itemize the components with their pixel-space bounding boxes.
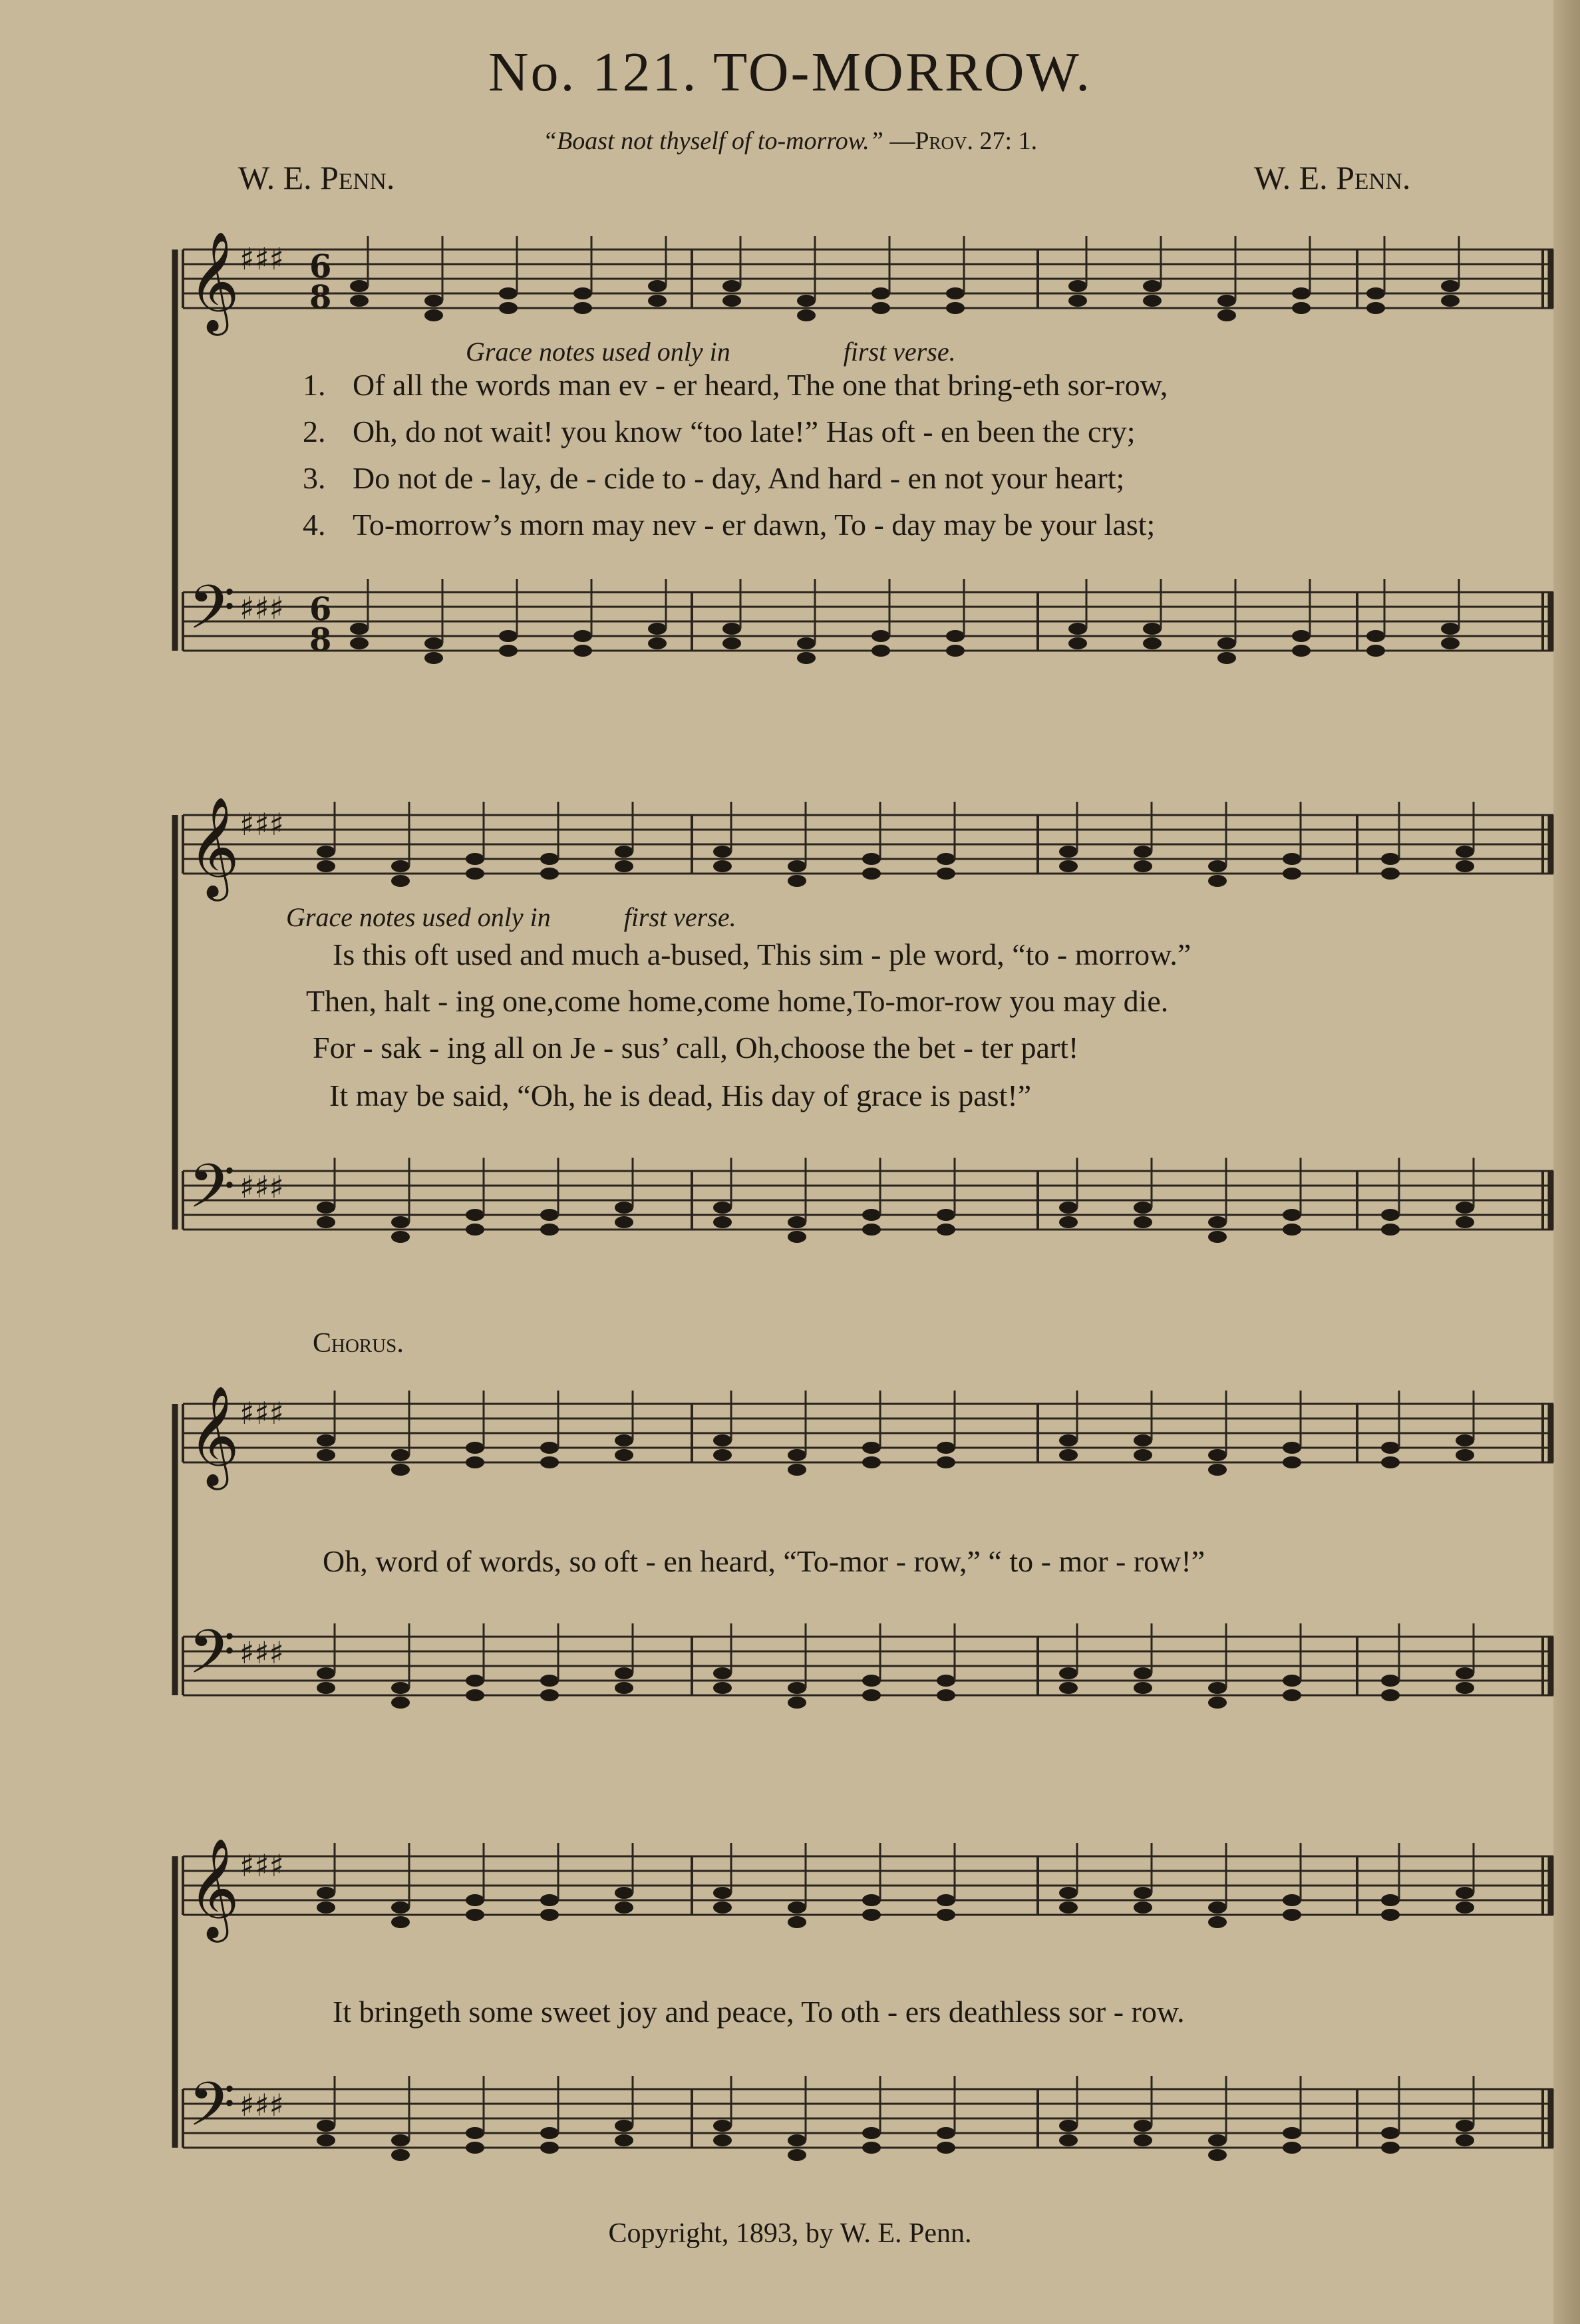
note-head — [722, 637, 741, 649]
time-signature-bottom: 8 — [309, 621, 332, 659]
key-signature-sharps-icon: ♯♯♯ — [239, 806, 284, 842]
note-head — [615, 1902, 633, 1913]
treble-clef-icon: 𝄞 — [188, 1385, 239, 1486]
note-head — [391, 2149, 410, 2161]
note-head — [317, 1887, 335, 1899]
note-head — [713, 1434, 732, 1446]
note-head — [648, 295, 667, 307]
note-head — [788, 1682, 806, 1694]
note-head — [1059, 1449, 1078, 1461]
note-head — [424, 652, 443, 664]
key-signature-sharps-icon: ♯♯♯ — [239, 590, 284, 626]
note-head — [1381, 1894, 1400, 1906]
bass-clef-icon: 𝄢 — [188, 572, 236, 657]
note-head — [871, 302, 890, 314]
note-head — [946, 302, 965, 314]
note-head — [946, 645, 965, 657]
note-head — [713, 1216, 732, 1228]
note-head — [1059, 2134, 1078, 2146]
treble-staff — [183, 796, 1553, 902]
note-head — [1366, 630, 1385, 642]
treble-staff — [183, 1837, 1553, 1943]
note-head — [1208, 1216, 1227, 1228]
note-head — [862, 1456, 881, 1468]
chorus-line-2: It bringeth some sweet joy and peace, To oth - ers deathless sor - row. — [333, 1995, 1185, 2029]
note-head — [540, 853, 559, 865]
note-head — [1143, 637, 1162, 649]
note-head — [1134, 1902, 1152, 1913]
note-head — [615, 2120, 633, 2132]
verse-2-line-2: Then, halt - ing one,come home,come home,To-mor-row you may die. — [306, 984, 1169, 1018]
note-head — [946, 287, 965, 299]
verse-4-line-2: It may be said, “Oh, he is dead, His day of grace is past!” — [329, 1079, 1032, 1112]
note-head — [713, 1887, 732, 1899]
note-head — [1381, 1224, 1400, 1236]
note-head — [1292, 630, 1311, 642]
note-head — [713, 2134, 732, 2146]
note-head — [862, 1909, 881, 1921]
note-head — [615, 1434, 633, 1446]
note-head — [1283, 1689, 1301, 1701]
note-head — [1059, 1434, 1078, 1446]
note-head — [1381, 1209, 1400, 1221]
note-head — [615, 1682, 633, 1694]
note-head — [788, 1697, 806, 1709]
note-head — [1283, 1442, 1301, 1454]
note-head — [1381, 2142, 1400, 2154]
chorus-line-1: Oh, word of words, so oft - en heard, “To-mor - row,” “ to - mor - row!” — [323, 1544, 1205, 1578]
note-head — [871, 645, 890, 657]
note-head — [573, 645, 592, 657]
note-head — [862, 868, 881, 880]
note-head — [1208, 1697, 1227, 1709]
note-head — [317, 2120, 335, 2132]
note-head — [788, 1916, 806, 1928]
epigraph-reference: —Prov. 27: 1. — [889, 127, 1038, 155]
note-head — [937, 2142, 955, 2154]
treble-staff — [183, 230, 1553, 336]
note-head — [937, 1675, 955, 1687]
note-head — [391, 1216, 410, 1228]
note-head — [350, 623, 369, 635]
note-head — [797, 295, 816, 307]
note-head — [946, 630, 965, 642]
note-head — [317, 846, 335, 858]
note-head — [391, 2134, 410, 2146]
key-signature-sharps-icon: ♯♯♯ — [239, 1848, 284, 1884]
note-head — [862, 1894, 881, 1906]
note-head — [317, 1202, 335, 1214]
note-head — [540, 2142, 559, 2154]
note-head — [391, 1697, 410, 1709]
bass-staff — [183, 1151, 1553, 1243]
note-head — [788, 2149, 806, 2161]
note-head — [1441, 637, 1460, 649]
note-head — [1456, 1667, 1474, 1679]
note-head — [1381, 868, 1400, 880]
note-head — [788, 1449, 806, 1461]
note-head — [648, 280, 667, 292]
note-head — [1456, 860, 1474, 872]
note-head — [862, 1689, 881, 1701]
note-head — [713, 1682, 732, 1694]
note-head — [937, 1209, 955, 1221]
note-head — [391, 1916, 410, 1928]
note-head — [788, 875, 806, 887]
note-head — [1283, 2127, 1301, 2139]
note-head — [466, 1689, 484, 1701]
note-head — [466, 853, 484, 865]
note-head — [713, 2120, 732, 2132]
note-head — [1134, 846, 1152, 858]
note-head — [937, 868, 955, 880]
bass-staff — [183, 1617, 1553, 1709]
note-head — [540, 2127, 559, 2139]
note-head — [648, 637, 667, 649]
note-head — [862, 1224, 881, 1236]
verse-2-line-1: Oh, do not wait! you know “too late!” Has oft - en been the cry; — [353, 415, 1136, 448]
note-head — [1059, 1667, 1078, 1679]
note-head — [615, 860, 633, 872]
note-head — [871, 630, 890, 642]
note-head — [862, 1675, 881, 1687]
note-head — [1456, 2134, 1474, 2146]
note-head — [1381, 1675, 1400, 1687]
note-head — [317, 860, 335, 872]
note-head — [540, 1894, 559, 1906]
note-head — [797, 309, 816, 321]
note-head — [1381, 1689, 1400, 1701]
note-head — [540, 1689, 559, 1701]
note-head — [1068, 623, 1087, 635]
note-head — [862, 2127, 881, 2139]
note-head — [1217, 637, 1236, 649]
note-head — [1068, 295, 1087, 307]
note-head — [1381, 853, 1400, 865]
note-head — [615, 1449, 633, 1461]
note-head — [1134, 1682, 1152, 1694]
note-head — [1381, 1442, 1400, 1454]
note-head — [350, 637, 369, 649]
note-head — [317, 1902, 335, 1913]
note-head — [391, 1464, 410, 1476]
note-head — [1292, 645, 1311, 657]
note-head — [615, 2134, 633, 2146]
note-head — [1208, 1902, 1227, 1913]
key-signature-sharps-icon: ♯♯♯ — [239, 241, 284, 277]
note-head — [391, 860, 410, 872]
note-head — [424, 295, 443, 307]
note-head — [540, 1909, 559, 1921]
note-head — [499, 645, 518, 657]
key-signature-sharps-icon: ♯♯♯ — [239, 2087, 284, 2123]
note-head — [871, 287, 890, 299]
note-head — [1441, 295, 1460, 307]
note-head — [317, 2134, 335, 2146]
time-signature-top: 6 — [309, 248, 332, 285]
note-head — [722, 623, 741, 635]
note-head — [1283, 1894, 1301, 1906]
note-head — [1134, 1216, 1152, 1228]
note-head — [466, 868, 484, 880]
note-head — [1143, 623, 1162, 635]
note-head — [1292, 287, 1311, 299]
note-head — [317, 1667, 335, 1679]
note-head — [317, 1682, 335, 1694]
note-head — [1134, 1202, 1152, 1214]
note-head — [1217, 652, 1236, 664]
note-head — [1217, 309, 1236, 321]
note-head — [350, 295, 369, 307]
note-head — [1208, 2149, 1227, 2161]
note-head — [788, 1231, 806, 1243]
note-head — [937, 853, 955, 865]
note-head — [1208, 1449, 1227, 1461]
note-head — [1208, 875, 1227, 887]
note-head — [862, 2142, 881, 2154]
time-signature-bottom: 8 — [309, 279, 332, 316]
note-head — [713, 860, 732, 872]
treble-staff — [183, 1385, 1553, 1490]
note-head — [540, 868, 559, 880]
note-head — [1366, 287, 1385, 299]
note-head — [1441, 623, 1460, 635]
note-head — [937, 1442, 955, 1454]
note-head — [1134, 1434, 1152, 1446]
note-head — [1143, 295, 1162, 307]
note-head — [573, 630, 592, 642]
note-head — [713, 1902, 732, 1913]
note-head — [317, 1434, 335, 1446]
note-head — [466, 2142, 484, 2154]
verse-4-line-1: To-morrow’s morn may nev - er dawn, To - day may be your last; — [353, 508, 1156, 542]
note-head — [1059, 860, 1078, 872]
note-head — [1217, 295, 1236, 307]
note-head — [788, 1902, 806, 1913]
note-head — [424, 309, 443, 321]
note-head — [1292, 302, 1311, 314]
treble-clef-icon: 𝄞 — [188, 230, 239, 331]
note-head — [1283, 1456, 1301, 1468]
note-head — [1134, 1667, 1152, 1679]
note-head — [797, 652, 816, 664]
note-head — [1134, 1449, 1152, 1461]
note-head — [573, 287, 592, 299]
note-head — [540, 1224, 559, 1236]
note-head — [1283, 1675, 1301, 1687]
note-head — [1059, 1202, 1078, 1214]
note-head — [466, 1909, 484, 1921]
note-head — [1283, 853, 1301, 865]
note-head — [615, 1202, 633, 1214]
note-head — [1381, 1456, 1400, 1468]
copyright-notice: Copyright, 1893, by W. E. Penn. — [608, 2218, 972, 2249]
verse-number: 2. — [303, 415, 326, 448]
note-head — [466, 1675, 484, 1687]
note-head — [1059, 1887, 1078, 1899]
verse-3-line-1: Do not de - lay, de - cide to - day, And hard - en not your heart; — [353, 461, 1125, 495]
note-head — [1456, 1887, 1474, 1899]
note-head — [713, 1449, 732, 1461]
note-head — [1456, 846, 1474, 858]
note-head — [1366, 645, 1385, 657]
note-head — [573, 302, 592, 314]
note-head — [615, 1887, 633, 1899]
note-head — [540, 1209, 559, 1221]
note-head — [1208, 1916, 1227, 1928]
note-head — [615, 1216, 633, 1228]
note-head — [1059, 1902, 1078, 1913]
bass-staff — [183, 2069, 1553, 2161]
note-head — [1283, 1224, 1301, 1236]
note-head — [1059, 2120, 1078, 2132]
note-head — [1208, 860, 1227, 872]
note-head — [1068, 637, 1087, 649]
note-head — [788, 1464, 806, 1476]
note-head — [391, 875, 410, 887]
note-head — [1283, 1909, 1301, 1921]
grace-note-annotation: Grace notes used only in first verse. — [286, 902, 736, 932]
note-head — [615, 1667, 633, 1679]
key-signature-sharps-icon: ♯♯♯ — [239, 1169, 284, 1205]
note-head — [648, 623, 667, 635]
note-head — [722, 295, 741, 307]
note-head — [713, 1667, 732, 1679]
note-head — [317, 1449, 335, 1461]
lyricist-credit: W. E. Penn. — [238, 159, 395, 196]
note-head — [1456, 2120, 1474, 2132]
note-head — [391, 1449, 410, 1461]
note-head — [466, 1894, 484, 1906]
note-head — [937, 1909, 955, 1921]
note-head — [540, 1442, 559, 1454]
note-head — [937, 1894, 955, 1906]
note-head — [1068, 280, 1087, 292]
note-head — [1381, 1909, 1400, 1921]
note-head — [540, 1456, 559, 1468]
verse-number: 4. — [303, 508, 326, 542]
note-head — [499, 287, 518, 299]
note-head — [1134, 860, 1152, 872]
note-head — [1283, 1209, 1301, 1221]
note-head — [788, 860, 806, 872]
epigraph-quote: “Boast not thyself of to-morrow.” — [542, 127, 883, 155]
note-head — [1134, 2134, 1152, 2146]
note-head — [1456, 1434, 1474, 1446]
note-head — [391, 1902, 410, 1913]
note-head — [466, 1456, 484, 1468]
note-head — [499, 630, 518, 642]
note-head — [1366, 302, 1385, 314]
note-head — [1059, 1216, 1078, 1228]
note-head — [1381, 2127, 1400, 2139]
note-head — [540, 1675, 559, 1687]
note-head — [1059, 846, 1078, 858]
verse-number: 1. — [303, 368, 326, 402]
bass-clef-icon: 𝄢 — [188, 1617, 236, 1702]
note-head — [937, 1689, 955, 1701]
note-head — [937, 1456, 955, 1468]
chorus-label: Chorus. — [313, 1328, 404, 1359]
bass-clef-icon: 𝄢 — [188, 2069, 236, 2154]
note-head — [1456, 1202, 1474, 1214]
note-head — [1208, 1464, 1227, 1476]
note-head — [466, 1442, 484, 1454]
note-head — [862, 1442, 881, 1454]
note-head — [1208, 1231, 1227, 1243]
note-head — [713, 1202, 732, 1214]
note-head — [1456, 1216, 1474, 1228]
note-head — [1208, 2134, 1227, 2146]
note-head — [722, 280, 741, 292]
note-head — [615, 846, 633, 858]
composer-credit: W. E. Penn. — [1254, 159, 1411, 196]
treble-clef-icon: 𝄞 — [188, 796, 239, 897]
note-head — [391, 1231, 410, 1243]
verse-number: 3. — [303, 461, 326, 495]
verse-1-line-1: Of all the words man ev - er heard, The one that bring-eth sor-row, — [353, 368, 1168, 402]
note-head — [317, 1216, 335, 1228]
note-head — [466, 1209, 484, 1221]
note-head — [1283, 868, 1301, 880]
note-head — [1283, 2142, 1301, 2154]
note-head — [797, 637, 816, 649]
verse-1-line-2: Is this oft used and much a-bused, This sim - ple word, “to - morrow.” — [333, 937, 1191, 971]
note-head — [1456, 1902, 1474, 1913]
note-head — [1441, 280, 1460, 292]
note-head — [1134, 2120, 1152, 2132]
note-head — [424, 637, 443, 649]
note-head — [1059, 1682, 1078, 1694]
grace-note-annotation: Grace notes used only in first verse. — [466, 337, 956, 367]
bass-clef-icon: 𝄢 — [188, 1151, 236, 1236]
note-head — [862, 853, 881, 865]
note-head — [466, 1224, 484, 1236]
note-head — [466, 2127, 484, 2139]
hymn-title: No. 121. TO-MORROW. — [488, 41, 1092, 103]
key-signature-sharps-icon: ♯♯♯ — [239, 1635, 284, 1671]
note-head — [1456, 1682, 1474, 1694]
note-head — [1208, 1682, 1227, 1694]
note-head — [788, 1216, 806, 1228]
note-head — [937, 1224, 955, 1236]
note-head — [1143, 280, 1162, 292]
note-head — [1134, 1887, 1152, 1899]
note-head — [862, 1209, 881, 1221]
key-signature-sharps-icon: ♯♯♯ — [239, 1395, 284, 1431]
bass-staff — [183, 572, 1553, 664]
note-head — [350, 280, 369, 292]
note-head — [713, 846, 732, 858]
note-head — [499, 302, 518, 314]
note-head — [937, 2127, 955, 2139]
treble-clef-icon: 𝄞 — [188, 1837, 239, 1938]
note-head — [391, 1682, 410, 1694]
note-head — [788, 2134, 806, 2146]
verse-3-line-2: For - sak - ing all on Je - sus’ call, Oh,choose the bet - ter part! — [313, 1031, 1079, 1065]
note-head — [1456, 1449, 1474, 1461]
time-signature-top: 6 — [309, 591, 332, 628]
